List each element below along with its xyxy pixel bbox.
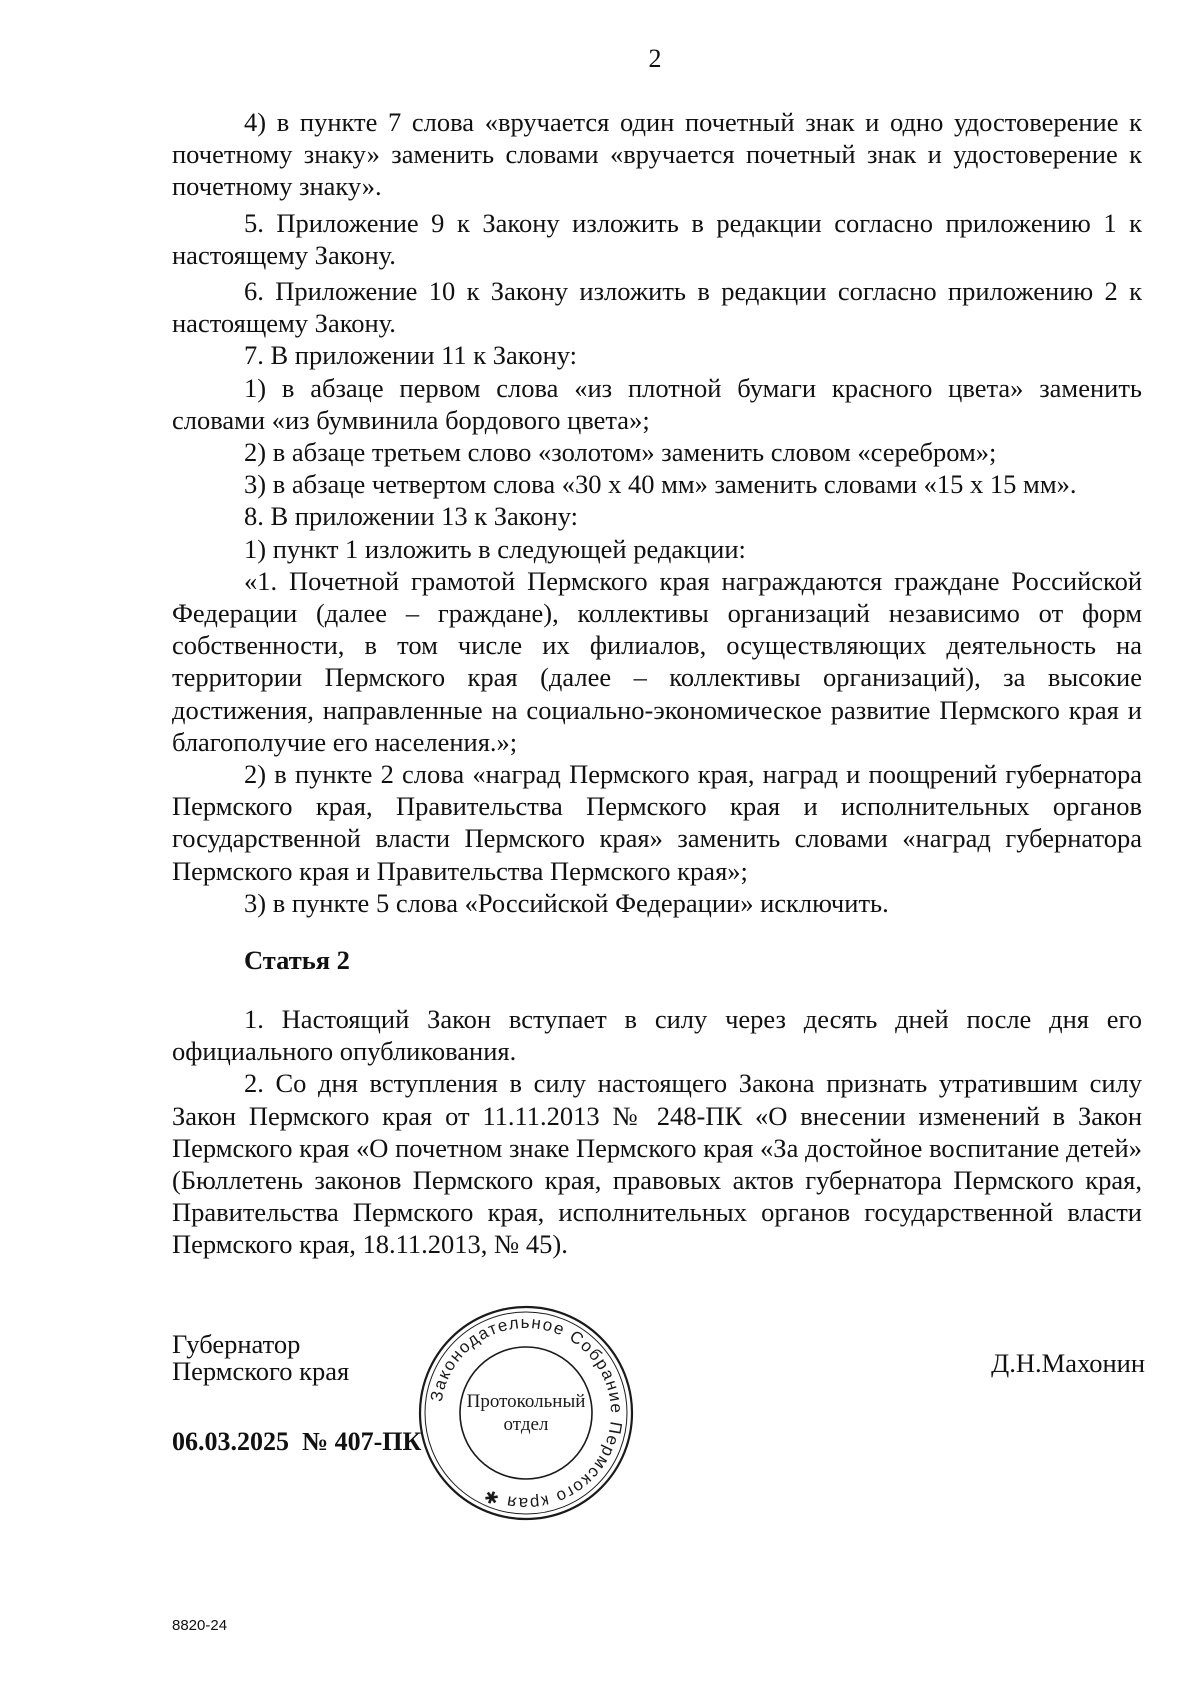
article-heading: Статья 2 xyxy=(244,945,350,975)
page-number: 2 xyxy=(648,44,662,73)
document-code: 8820-24 xyxy=(172,1617,228,1634)
paragraph: 2) в абзаце третьем слово «золотом» заменить словом «серебром»; xyxy=(244,437,997,468)
stamp-center-line: отдел xyxy=(503,1414,549,1435)
paragraph: 5. Приложение 9 к Закону изложить в редакции согласно приложению 1 к настоящему Закону. xyxy=(172,207,1142,270)
paragraph: 4) в пункте 7 слова «вручается один почетный знак и одно удостоверение к почетному знаку» заменить словами «вручается почетный знак и удостоверение к почетному знаку». xyxy=(172,107,1142,202)
paragraph: «1. Почетной грамотой Пермского края награждаются граждане Российской Федерации (далее – граждане), коллективы организаций независимо от форм собственности, в том числе их филиалов, осуществляющих деятельность на территории Пермского края (далее – коллективы организаций), за высокие достижения, направленные на социально-экономическое развитие Пермского края и благополучие его населения.»; xyxy=(172,565,1142,757)
paragraph: 2. Со дня вступления в силу настоящего Закона признать утратившим силу Закон Пермского края от 11.11.2013 № 248-ПК «О внесении изменений в Закон Пермского края «О почетном знаке Пермского края «За достойное воспитание детей» (Бюллетень законов Пермского края, правовых актов губернатора Пермского края, Правительства Пермского края, исполнительных органов государственной власти Пермского края, 18.11.2013, № 45). xyxy=(172,1068,1142,1260)
official-stamp xyxy=(415,1302,637,1524)
signer-title-line: Губернатор xyxy=(172,1329,301,1359)
paragraph: 1. Настоящий Закон вступает в силу через десять дней после дня его официального опубликования. xyxy=(172,1004,1142,1067)
article-body xyxy=(172,1003,1142,1261)
signer-name: Д.Н.Махонин xyxy=(991,1348,1145,1378)
body-text xyxy=(172,106,1142,919)
stamp-center-line: Протокольный xyxy=(466,1391,586,1412)
paragraph: 1) пункт 1 изложить в следующей редакции: xyxy=(244,533,746,564)
paragraph: 7. В приложении 11 к Закону: xyxy=(244,340,578,371)
stamp-ring-text: Законодательное Собрание Пермского края ✱ xyxy=(426,1312,627,1514)
law-number: 06.03.2025 № 407-ПК xyxy=(172,1427,422,1456)
signer-title xyxy=(172,1331,349,1385)
paragraph: 8. В приложении 13 к Закону: xyxy=(244,501,579,532)
signer-title-line: Пермского края xyxy=(172,1356,350,1386)
paragraph: 3) в пункте 5 слова «Российской Федерации» исключить. xyxy=(244,887,889,918)
paragraph: 6. Приложение 10 к Закону изложить в редакции согласно приложению 2 к настоящему Закону. xyxy=(172,276,1142,339)
paragraph: 2) в пункте 2 слова «наград Пермского края, наград и поощрений губернатора Пермского края, Правительства Пермского края и исполнительных органов государственной власти Пермского края» заменить словами «наград губернатора Пермского края и Правительства Пермского края»; xyxy=(172,759,1142,886)
paragraph: 3) в абзаце четвертом слова «30 х 40 мм» заменить словами «15 х 15 мм». xyxy=(244,469,1077,500)
paragraph: 1) в абзаце первом слова «из плотной бумаги красного цвета» заменить словами «из бумвинила бордового цвета»; xyxy=(172,372,1142,435)
